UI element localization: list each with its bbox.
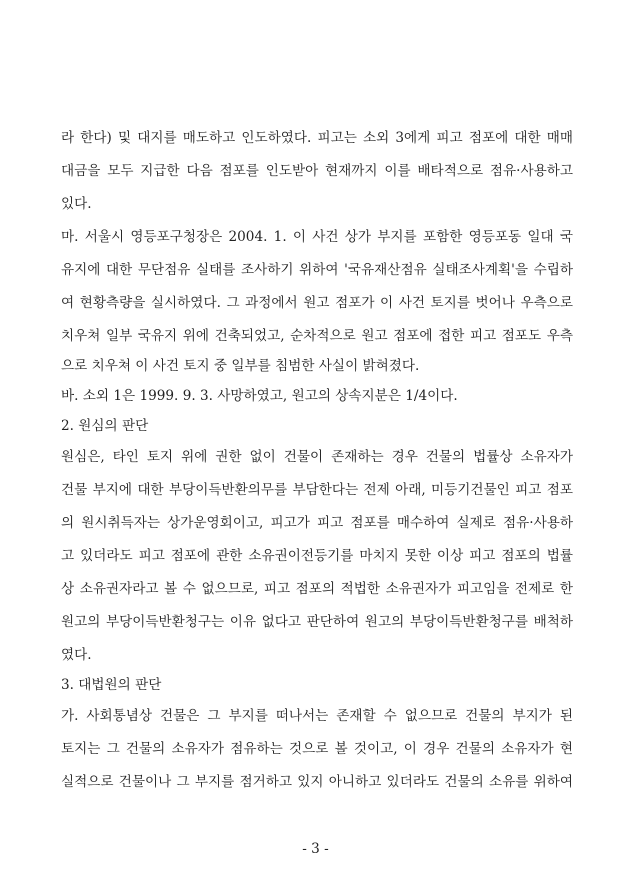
text-line: 여 현황측량을 실시하였다. 그 과정에서 원고 점포가 이 사건 토지를 벗어나 우측으로 — [61, 295, 573, 311]
section-heading: 3. 대법원의 판단 — [61, 677, 162, 693]
text-line: 실적으로 건물이나 그 부지를 점거하고 있지 아니하고 있더라도 건물의 소유를 위하여 — [61, 774, 573, 790]
text-line: 원고의 부당이득반환청구는 이유 없다고 판단하여 원고의 부당이득반환청구를 배척하 — [61, 614, 573, 630]
text-line: 있다. — [61, 196, 92, 212]
text-line: 으로 치우쳐 이 사건 토지 중 일부를 침범한 사실이 밝혀졌다. — [61, 358, 420, 374]
text-line: 치우쳐 일부 국유지 위에 건축되었고, 순차적으로 원고 점포에 접한 피고 점포도 우측 — [61, 328, 573, 344]
text-line: 대금을 모두 지급한 다음 점포를 인도받아 현재까지 이를 배타적으로 점유·사용하고 — [61, 163, 573, 179]
text-line: 라 한다) 및 대지를 매도하고 인도하였다. 피고는 소외 3에게 피고 점포에 대한 매매 — [61, 130, 573, 146]
text-line: 건물 부지에 대한 부당이득반환의무를 부담한다는 전제 아래, 미등기건물인 피고 점포 — [61, 482, 573, 498]
text-line: 원심은, 타인 토지 위에 권한 없이 건물이 존재하는 경우 건물의 법률상 소유자가 — [61, 449, 573, 465]
text-line: 토지는 그 건물의 소유자가 점유하는 것으로 볼 것이고, 이 경우 건물의 소유자가 현 — [61, 741, 573, 757]
page-number: - 3 - — [302, 841, 329, 857]
section-heading: 2. 원심의 판단 — [61, 418, 149, 434]
text-line: 바. 소외 1은 1999. 9. 3. 사망하였고, 원고의 상속지분은 1/4이다. — [61, 388, 458, 404]
text-line: 마. 서울시 영등포구청장은 2004. 1. 이 사건 상가 부지를 포함한 영등포동 일대 국 — [61, 229, 573, 245]
text-line: 고 있더라도 피고 점포에 관한 소유권이전등기를 마치지 못한 이상 피고 점포의 법률 — [61, 548, 573, 564]
text-line: 가. 사회통념상 건물은 그 부지를 떠나서는 존재할 수 없으므로 건물의 부지가 된 — [61, 708, 573, 724]
text-line: 였다. — [61, 647, 92, 663]
text-line: 유지에 대한 무단점유 실태를 조사하기 위하여 '국유재산점유 실태조사계획'을 수립하 — [61, 262, 573, 278]
text-line: 의 원시취득자는 상가운영회이고, 피고가 피고 점포를 매수하여 실제로 점유·사용하 — [61, 515, 573, 531]
text-line: 상 소유권자라고 볼 수 없으므로, 피고 점포의 적법한 소유권자가 피고임을 전제로 한 — [61, 581, 573, 597]
